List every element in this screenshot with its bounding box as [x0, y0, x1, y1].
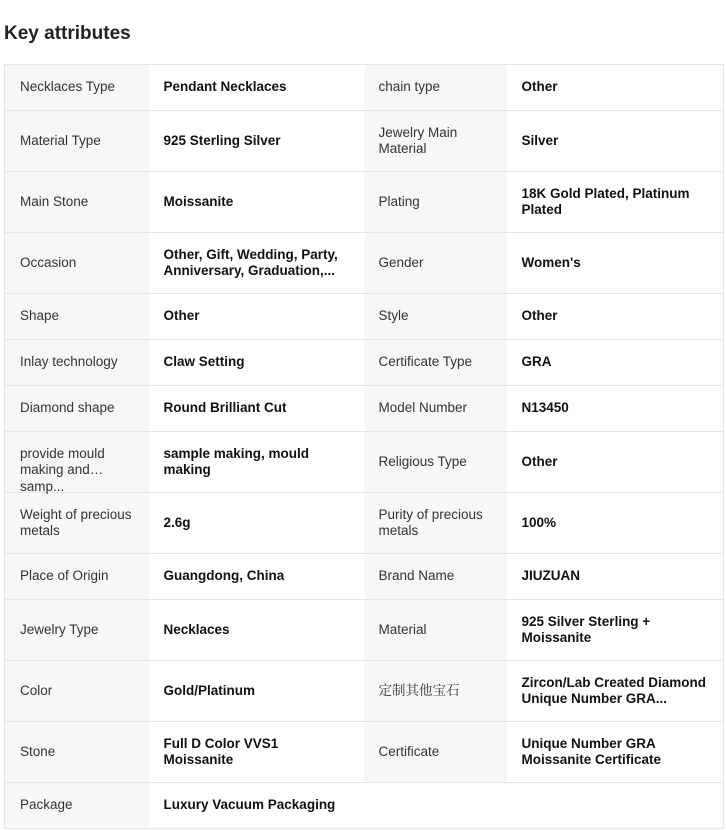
attribute-name: provide mould making and samp...: [5, 432, 149, 493]
table-row: [5, 722, 724, 783]
attribute-value: Full D Color VVS1 Moissanite: [149, 722, 364, 783]
table-row: [5, 340, 724, 386]
attribute-value: Luxury Vacuum Packaging: [149, 783, 364, 829]
attribute-value: Women's: [507, 233, 724, 294]
empty-cell: [364, 783, 507, 829]
table-row: [5, 65, 724, 111]
attribute-name: Weight of precious metals: [5, 493, 149, 554]
table-row: [5, 432, 724, 493]
attribute-name: Stone: [5, 722, 149, 783]
attribute-value: N13450: [507, 386, 724, 432]
attribute-value: Claw Setting: [149, 340, 364, 386]
attribute-name: Certificate: [364, 722, 507, 783]
attribute-name: Brand Name: [364, 554, 507, 600]
table-row: [5, 600, 724, 661]
attribute-value: Unique Number GRA Moissanite Certificate: [507, 722, 724, 783]
attribute-name: Jewelry Type: [5, 600, 149, 661]
key-attributes-table: [4, 64, 724, 829]
attribute-value: Other: [507, 432, 724, 493]
attribute-value: 2.6g: [149, 493, 364, 554]
attribute-value: Moissanite: [149, 172, 364, 233]
section-title: Key attributes: [4, 23, 131, 44]
attribute-name: Color: [5, 661, 149, 722]
attribute-value: Necklaces: [149, 600, 364, 661]
attribute-name: Plating: [364, 172, 507, 233]
attribute-name: Diamond shape: [5, 386, 149, 432]
attribute-name: Package: [5, 783, 149, 829]
table-row: [5, 233, 724, 294]
attribute-name: Occasion: [5, 233, 149, 294]
attribute-value: Guangdong, China: [149, 554, 364, 600]
attribute-name: chain type: [364, 65, 507, 111]
attribute-name: Material Type: [5, 111, 149, 172]
table-row: [5, 172, 724, 233]
attribute-name: Religious Type: [364, 432, 507, 493]
attribute-name: Material: [364, 600, 507, 661]
attribute-name: Inlay technology: [5, 340, 149, 386]
attribute-value: sample making, mould making: [149, 432, 364, 493]
attribute-name: Purity of precious metals: [364, 493, 507, 554]
attribute-name: Model Number: [364, 386, 507, 432]
attribute-value: Other: [149, 294, 364, 340]
attribute-value: Pendant Necklaces: [149, 65, 364, 111]
attribute-value: 925 Silver Sterling + Moissanite: [507, 600, 724, 661]
attribute-name: Shape: [5, 294, 149, 340]
attribute-value: 18K Gold Plated, Platinum Plated: [507, 172, 724, 233]
table-row: [5, 386, 724, 432]
table-row: [5, 554, 724, 600]
attribute-name: Main Stone: [5, 172, 149, 233]
empty-cell: [507, 783, 724, 829]
attribute-name: Certificate Type: [364, 340, 507, 386]
attribute-value: Other, Gift, Wedding, Party, Anniversary, Graduation,...: [149, 233, 364, 294]
attribute-value: Other: [507, 294, 724, 340]
attribute-value: JIUZUAN: [507, 554, 724, 600]
attribute-value: 100%: [507, 493, 724, 554]
attribute-value: Silver: [507, 111, 724, 172]
attribute-value: 925 Sterling Silver: [149, 111, 364, 172]
attribute-name: 定制其他宝石: [364, 661, 507, 722]
attribute-value: GRA: [507, 340, 724, 386]
attribute-name: Gender: [364, 233, 507, 294]
attribute-name: Jewelry Main Material: [364, 111, 507, 172]
table-row: [5, 661, 724, 722]
table-row: [5, 493, 724, 554]
attribute-value: Zircon/Lab Created Diamond Unique Number GRA...: [507, 661, 724, 722]
table-row: [5, 294, 724, 340]
attribute-value: Gold/Platinum: [149, 661, 364, 722]
attribute-value: Other: [507, 65, 724, 111]
attribute-name: Place of Origin: [5, 554, 149, 600]
attribute-name: Necklaces Type: [5, 65, 149, 111]
attribute-value: Round Brilliant Cut: [149, 386, 364, 432]
table-row: [5, 111, 724, 172]
attribute-name: Style: [364, 294, 507, 340]
table-row: [5, 783, 724, 829]
